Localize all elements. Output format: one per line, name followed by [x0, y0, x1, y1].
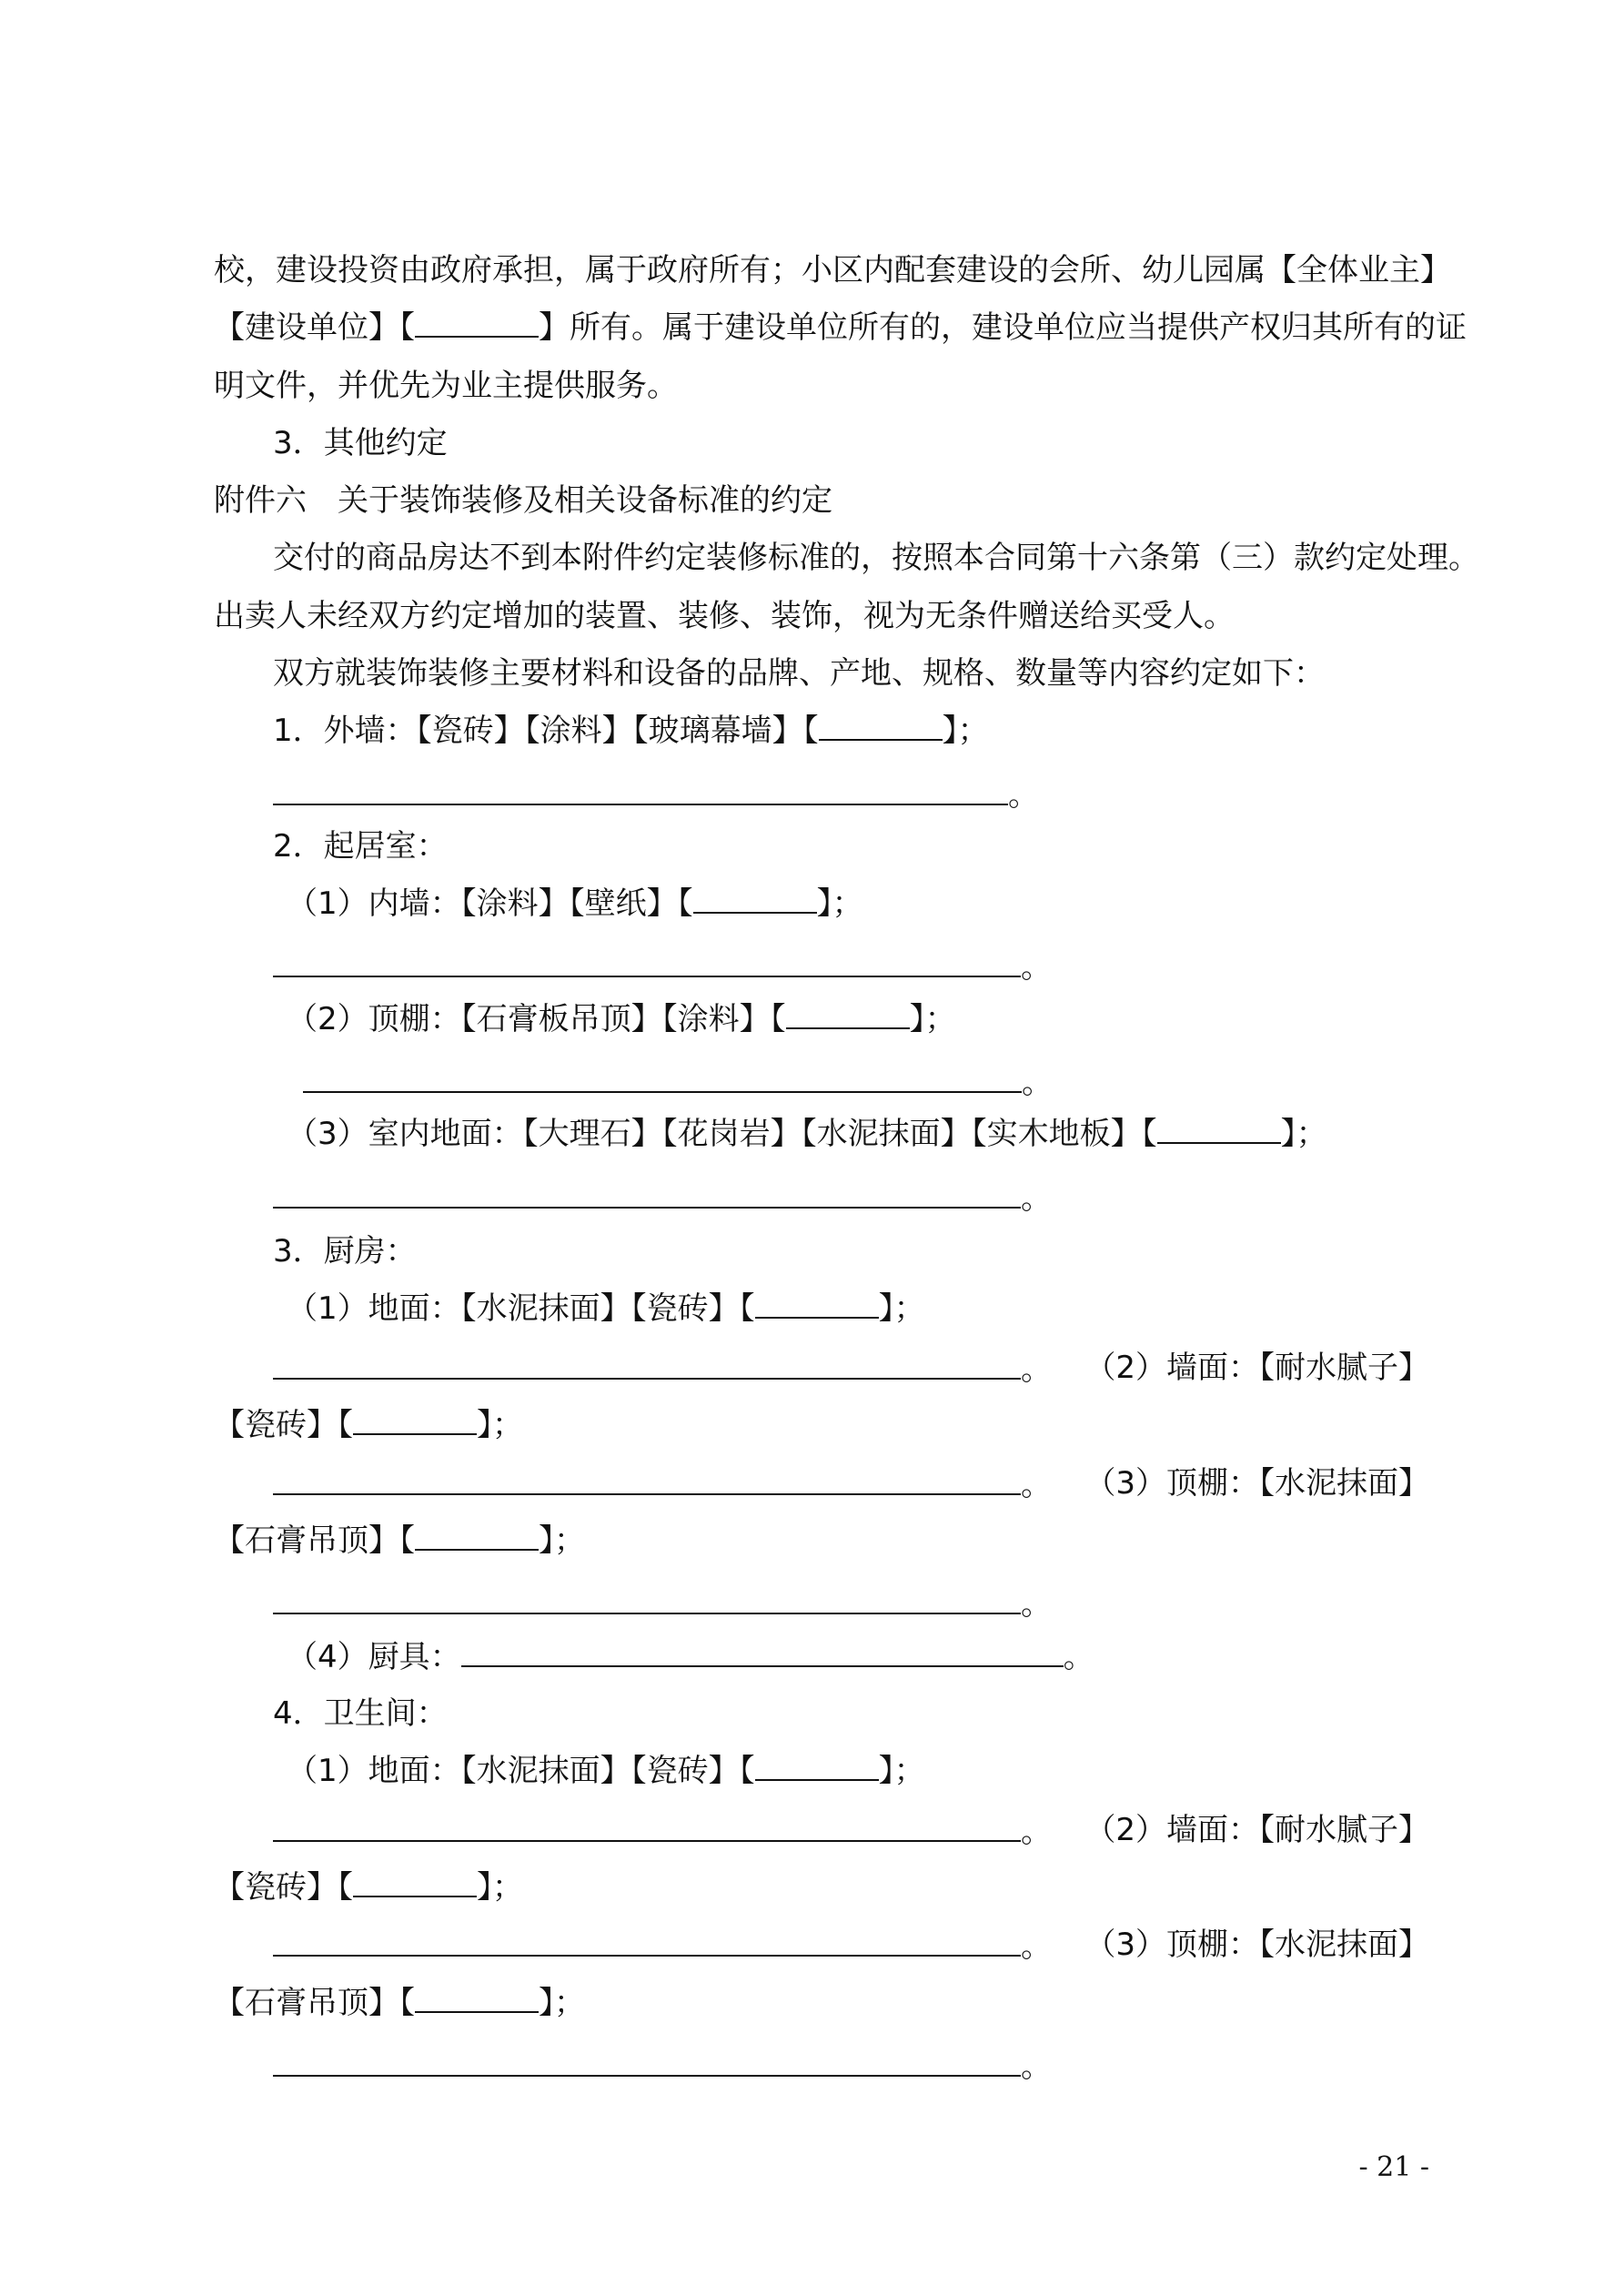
- fill-blank[interactable]: [353, 1868, 477, 1897]
- annex-title: 附件六 关于装饰装修及相关设备标准的约定: [214, 482, 832, 519]
- fill-line: 。: [273, 1922, 1052, 1969]
- fill-blank[interactable]: [786, 1000, 910, 1029]
- text-line: 校，建设投资由政府承担，属于政府所有；小区内配套建设的会所、幼儿园属【全体业主】: [214, 252, 1451, 288]
- text-line: 【石膏吊顶】【 】；: [214, 1985, 585, 2021]
- fill-underline[interactable]: [273, 1580, 1021, 1614]
- item-kitchen-wall: （2）墙面：【耐水腻子】: [1084, 1350, 1429, 1386]
- fill-line: 。: [273, 1807, 1052, 1855]
- fill-line: 。: [303, 1058, 1053, 1106]
- fill-line: 。: [273, 1461, 1052, 1508]
- fill-underline[interactable]: [461, 1633, 1064, 1667]
- item-kitchen-appliance: （4）厨具： 。: [287, 1633, 1094, 1680]
- fill-underline[interactable]: [273, 1807, 1021, 1842]
- fill-blank[interactable]: [819, 712, 943, 741]
- item-living-floor: （3）室内地面：【大理石】【花岗岩】【水泥抹面】【实木地板】【 】；: [287, 1116, 1327, 1152]
- item-kitchen: 3．厨房：: [273, 1233, 417, 1269]
- fill-underline[interactable]: [273, 1174, 1021, 1209]
- section-heading: 3．其他约定: [273, 425, 448, 461]
- fill-blank[interactable]: [693, 885, 817, 914]
- fill-blank[interactable]: [415, 1984, 539, 2013]
- fill-underline[interactable]: [273, 943, 1021, 977]
- fill-underline[interactable]: [273, 1345, 1021, 1380]
- item-bath-ceiling: （3）顶棚：【水泥抹面】: [1084, 1927, 1429, 1963]
- fill-blank[interactable]: [415, 308, 539, 338]
- item-kitchen-ceiling: （3）顶棚：【水泥抹面】: [1084, 1465, 1429, 1502]
- fill-line: 。: [273, 771, 1039, 818]
- item-living-wall: （1）内墙：【涂料】【壁纸】【 】；: [287, 885, 863, 922]
- item-kitchen-floor: （1）地面：【水泥抹面】【瓷砖】【 】；: [287, 1290, 925, 1327]
- fill-line: 。: [273, 1174, 1052, 1221]
- fill-line: 。: [273, 2042, 1052, 2089]
- fill-line: 。: [273, 943, 1052, 990]
- item-bath-wall: （2）墙面：【耐水腻子】: [1084, 1812, 1429, 1848]
- fill-blank[interactable]: [415, 1522, 539, 1551]
- text-line: 双方就装饰装修主要材料和设备的品牌、产地、规格、数量等内容约定如下：: [273, 655, 1325, 692]
- fill-underline[interactable]: [273, 1922, 1021, 1957]
- fill-underline[interactable]: [273, 1461, 1021, 1495]
- text-line: 交付的商品房达不到本附件约定装修标准的，按照本合同第十六条第（三）款约定处理。: [273, 540, 1479, 576]
- fill-blank[interactable]: [353, 1406, 477, 1435]
- fill-underline[interactable]: [303, 1058, 1022, 1093]
- text-line: 明文件，并优先为业主提供服务。: [214, 368, 678, 404]
- fill-underline[interactable]: [273, 2042, 1021, 2077]
- item-living: 2．起居室：: [273, 828, 448, 865]
- page-number: - 21 -: [1358, 2151, 1429, 2183]
- fill-underline[interactable]: [273, 771, 1008, 805]
- item-bath: 4．卫生间：: [273, 1695, 448, 1732]
- fill-line: 。: [273, 1345, 1052, 1392]
- text-line: 【建设单位】【 】所有。属于建设单位所有的，建设单位应当提供产权归其所有的证: [214, 309, 1467, 346]
- text-line: 出卖人未经双方约定增加的装置、装修、装饰，视为无条件赠送给买受人。: [214, 598, 1235, 634]
- fill-blank[interactable]: [1157, 1115, 1281, 1144]
- item-bath-floor: （1）地面：【水泥抹面】【瓷砖】【 】；: [287, 1753, 925, 1789]
- text-line: 【瓷砖】【 】；: [214, 1407, 523, 1443]
- fill-line: 。: [273, 1580, 1052, 1627]
- item-exterior: 1．外墙：【瓷砖】【涂料】【玻璃幕墙】【 】；: [273, 713, 989, 749]
- item-living-ceiling: （2）顶棚：【石膏板吊顶】【涂料】【 】；: [287, 1001, 956, 1037]
- text-line: 【瓷砖】【 】；: [214, 1869, 523, 1906]
- fill-blank[interactable]: [755, 1290, 879, 1319]
- text-line: 【石膏吊顶】【 】；: [214, 1522, 585, 1559]
- fill-blank[interactable]: [755, 1752, 879, 1781]
